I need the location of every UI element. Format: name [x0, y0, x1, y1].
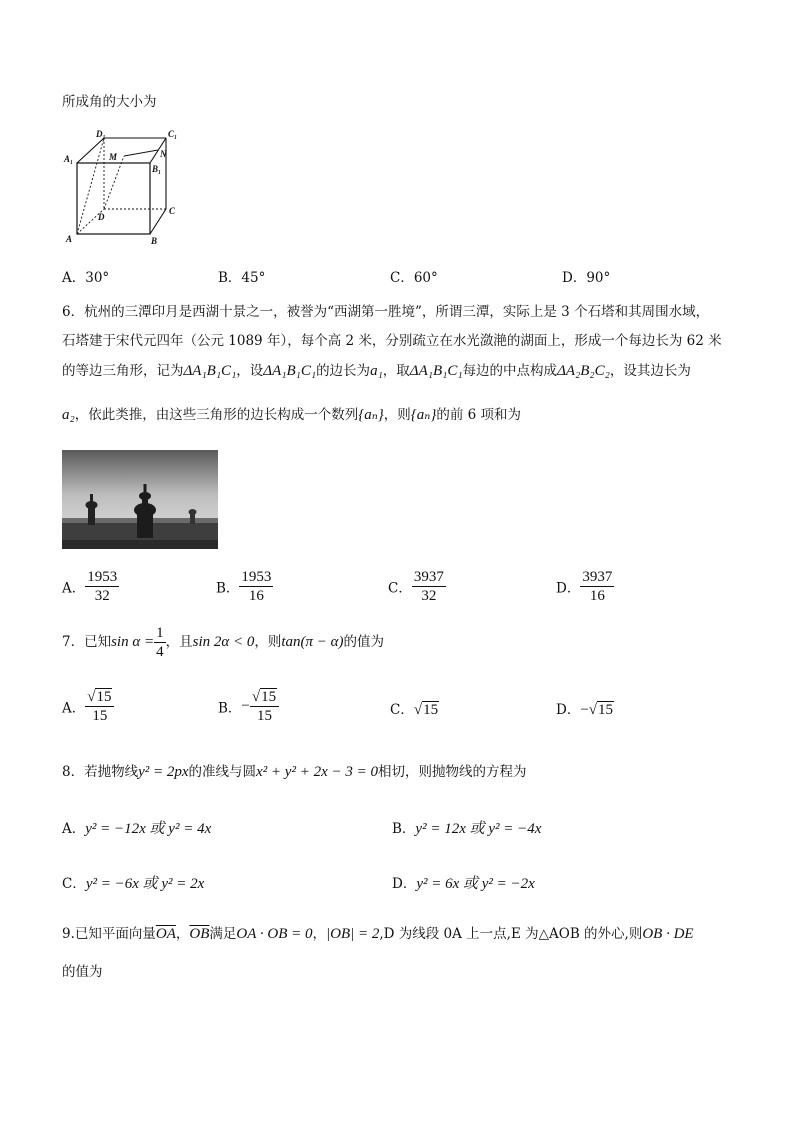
cube-figure: [60, 126, 190, 246]
label-c: C: [169, 206, 176, 216]
label-b: B: [151, 236, 158, 246]
q7-option-a: A． $\frac{√15}{15}$: [62, 688, 114, 725]
q5-option-a: A．30°: [62, 270, 110, 286]
q5-option-b: B．45°: [218, 270, 266, 286]
q7-stem: 7．已知sin α = $\frac{1}{4}$ ，且sin 2α < 0，则tan(π − α)的值为: [62, 625, 385, 660]
q7-option-c: C．√15: [390, 702, 439, 718]
q7-option-b: B．− $\frac{√15}{15}$: [218, 688, 279, 725]
label-m: M: [109, 152, 118, 162]
q6-line-1: 6．杭州的三潭印月是西湖十景之一，被誉为“西湖第一胜境”，所谓三潭，实际上是 3 个石塔和其周围水域，: [62, 304, 710, 320]
q9-stem-line-2: 的值为: [62, 964, 103, 980]
label-d: D: [98, 212, 105, 222]
q8-option-b: B．y² = 12x 或 y² = −4x: [392, 821, 542, 837]
q6-option-a: A． $\frac{1953}{32}$: [62, 569, 118, 604]
q6-option-b: B． $\frac{1953}{16}$: [216, 569, 272, 604]
pagoda-photo: [62, 450, 218, 549]
label-d1: D₁: [96, 129, 106, 139]
q7-option-d: D．−√15: [556, 702, 614, 718]
q8-option-c: C．y² = −6x 或 y² = 2x: [62, 876, 205, 892]
label-n: N: [160, 149, 167, 159]
q6-line-2: 石塔建于宋代元四年（公元 1089 年），每个高 2 米，分别疏立在水光潋滟的湖面上，形成一个每边长为 62 米: [62, 333, 722, 349]
q6-line-3: 的等边三角形，记为ΔA₁B₁C₁，设ΔA₁B₁C₁的边长为a₁，取ΔA₁B₁C₁每边的中点构成ΔA₂B₂C₂，设其边长为: [62, 363, 691, 379]
label-c1: C₁: [168, 129, 178, 139]
q8-option-d: D．y² = 6x 或 y² = −2x: [392, 876, 535, 892]
q8-option-a: A．y² = −12x 或 y² = 4x: [62, 821, 212, 837]
q8-stem: 8．若抛物线y² = 2px的准线与圆x² + y² + 2x − 3 = 0相切，则抛物线的方程为: [62, 764, 527, 780]
label-a1: A₁: [64, 154, 74, 164]
q9-stem-line-1: 9.已知平面向量$\overline{OA}$，$\overline{OB}$满足OA · OB = 0，|OB| = 2,D 为线段 0A 上一点,E 为△AOB 的外心,则OB · DE: [62, 926, 694, 942]
q6-option-d: D． $\frac{3937}{16}$: [556, 569, 613, 604]
q6-line-4: a₂，依此类推，由这些三角形的边长构成一个数列{aₙ}，则{aₙ}的前 6 项和为: [62, 407, 522, 423]
q5-option-c: C．60°: [390, 270, 438, 286]
q5-stem-tail: 所成角的大小为: [62, 94, 157, 110]
label-b1: B₁: [152, 164, 162, 174]
label-a: A: [66, 234, 73, 244]
q6-option-c: C． $\frac{3937}{32}$: [388, 569, 444, 604]
q5-option-d: D．90°: [562, 270, 611, 286]
